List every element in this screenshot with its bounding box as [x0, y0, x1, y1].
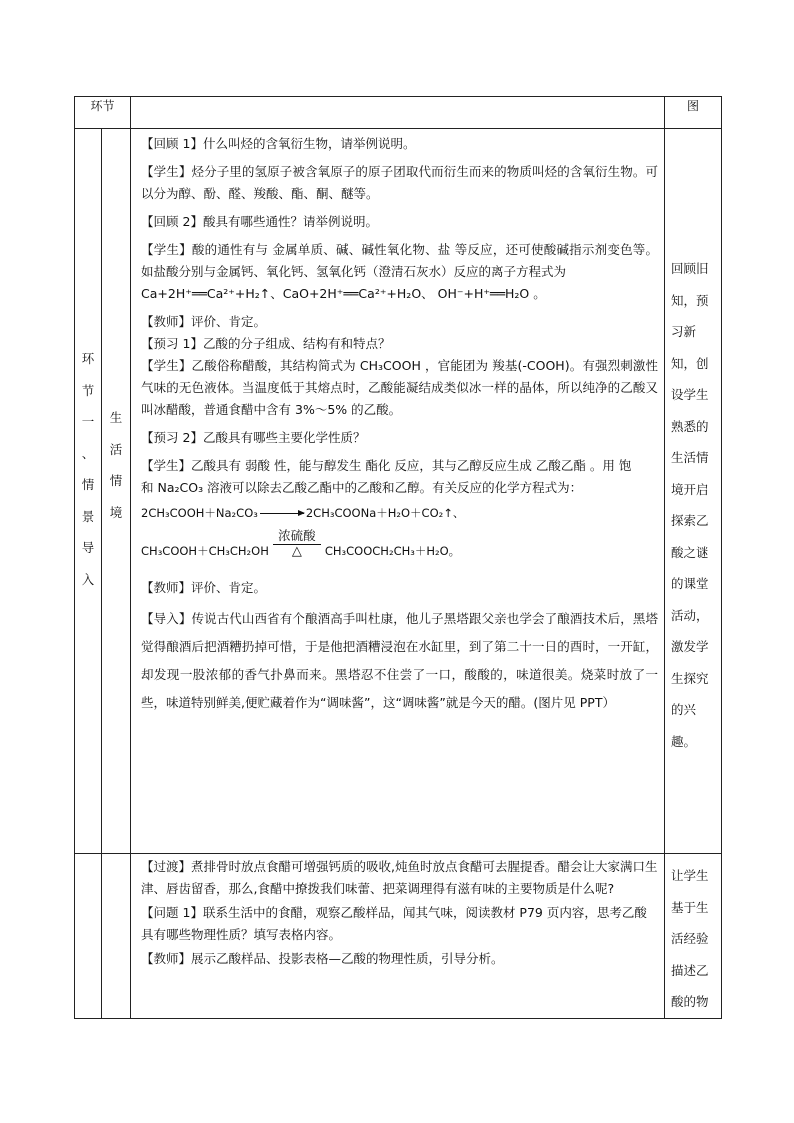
preview-1: 【预习 1】乙酸的分子组成、结构有和特点？ — [141, 336, 391, 351]
sub-char: 情 — [109, 473, 123, 488]
transition: 【过渡】煮排骨时放点食醋可增强钙质的吸收,炖鱼时放点食醋可去腥提香。醋会让大家满口生津、唇齿留香，那么,食醋中撩拨我们味蕾、把菜调理得有滋有味的主要物质是什么呢? — [141, 859, 658, 896]
stage-char: 环 — [81, 351, 95, 366]
section-2-content — [131, 854, 664, 978]
equation-2 — [141, 527, 658, 571]
sub-label-cell-2 — [102, 854, 131, 1019]
sub-label — [102, 129, 130, 528]
section-1-content — [131, 129, 664, 727]
review-1: 【回顾 1】什么叫烃的含氧衍生物，请举例说明。 — [141, 136, 416, 151]
question-1: 【问题 1】联系生活中的食醋，观察乙酸样品，闻其气味，阅读教材 P79 页内容，思考乙酸具有哪些物理性质？填写表格内容。 — [141, 905, 647, 942]
student-answer-2: 【学生】酸的通性有与 金属单质、碱、碱性氧化物、盐 等反应，还可使酸碱指示剂变色等。如盐酸分别与金属钙、氧化钙、氢氧化钙（澄清石灰水）反应的离子方程式为 — [141, 242, 659, 279]
stage-char: 一 — [81, 414, 95, 429]
student-answer-3: 【学生】乙酸俗称醋酸，其结构简式为 CH₃COOH ，官能团为 羧基(-COOH)。有强烈刺激性气味的无色液体。当温度低于其熔点时，乙酸能凝结成类似冰一样的晶体，所以纯净的乙酸又叫冰醋酸，普通食醋中含有 3%～5% 的乙酸。 — [141, 358, 659, 417]
content-cell-2 — [131, 854, 665, 1019]
equation-1-left: 2CH₃COOH＋Na₂CO₃ — [141, 506, 258, 520]
stage-char: 情 — [81, 477, 95, 492]
teacher-comment-1: 【教师】评价、肯定。 — [141, 314, 267, 329]
student-answer-4b: 和 Na₂CO₃ 溶液可以除去乙酸乙酯中的乙酸和乙醇。有关反应的化学方程式为： — [141, 480, 583, 495]
section-1-row — [75, 129, 722, 854]
design-note-1: 回顾旧知，预习新知，创设学生熟悉的生活情境开启探索乙酸之谜的课堂活动，激发学生探究的兴趣。 — [671, 261, 709, 749]
arrow-icon — [260, 513, 304, 514]
header-content — [131, 97, 665, 129]
equation-1 — [141, 499, 658, 527]
equation-2-right: CH₃COOCH₂CH₃＋H₂O。 — [324, 544, 461, 558]
lesson-plan-table — [74, 96, 722, 1019]
lead-in-story: 【导入】传说古代山西省有个酿酒高手叫杜康，他儿子黑塔跟父亲也学会了酿酒技术后，黑塔觉得酿酒后把酒糟扔掉可惜，于是他把酒糟浸泡在水缸里，到了第二十一日的酉时，一开缸，却发现一股浓郁的香气扑鼻而来。黑塔忍不住尝了一口，酸酸的，味道很美。烧菜时放了一些，味道特别鲜美,便贮藏着作为“调味酱”，这“调味酱”就是今天的醋。(图片见 PPT） — [141, 611, 659, 710]
equation-2-left: CH₃COOH＋CH₃CH₂OH — [141, 544, 269, 558]
content-cell — [131, 129, 665, 854]
stage-label-cell — [75, 129, 102, 854]
equation-1-right: 2CH₃COONa＋H₂O＋CO₂↑、 — [305, 506, 465, 520]
stage-label-cell-2 — [75, 854, 102, 1019]
stage-label — [75, 129, 101, 595]
header-stage: 环节 — [75, 97, 131, 129]
review-2: 【回顾 2】酸具有哪些通性？请举例说明。 — [141, 214, 378, 229]
sub-char: 生 — [109, 410, 123, 425]
header-image: 图 — [665, 97, 722, 129]
stage-char: 节 — [81, 382, 95, 398]
sub-label-cell — [102, 129, 131, 854]
design-note-2: 让学生基于生活经验描述乙酸的物 — [671, 868, 709, 1009]
ionic-equation: Ca+2H⁺══Ca²⁺+H₂↑、CaO+2H⁺══Ca²⁺+H₂O、 OH⁻+H⁺══H₂O 。 — [141, 286, 546, 301]
reaction-condition — [273, 528, 321, 559]
teacher-comment-3: 【教师】展示乙酸样品、投影表格—乙酸的物理性质，引导分析。 — [141, 951, 504, 966]
stage-char: 、 — [81, 445, 95, 461]
section-2-row — [75, 854, 722, 1019]
sub-char: 活 — [109, 441, 123, 457]
stage-char: 景 — [81, 508, 95, 524]
sub-char: 境 — [109, 504, 123, 520]
preview-2: 【预习 2】乙酸具有哪些主要化学性质？ — [141, 430, 366, 445]
design-note-cell-2 — [665, 854, 722, 1019]
student-answer-4a: 【学生】乙酸具有 弱酸 性，能与醇发生 酯化 反应，其与乙醇反应生成 乙酸乙酯 。用 饱 — [141, 458, 632, 473]
student-answer-1: 【学生】烃分子里的氢原子被含氧原子的原子团取代而衍生而来的物质叫烃的含氧衍生物。可以分为醇、酚、醛、羧酸、酯、酮、醚等。 — [141, 164, 659, 201]
table-header-row — [75, 97, 722, 129]
stage-char: 入 — [81, 571, 95, 587]
teacher-comment-2: 【教师】评价、肯定。 — [141, 580, 267, 595]
design-note-cell — [665, 129, 722, 854]
heat-symbol-icon: △ — [291, 543, 302, 559]
stage-char: 导 — [81, 540, 95, 555]
catalyst-label: 浓硫酸 — [278, 527, 316, 543]
